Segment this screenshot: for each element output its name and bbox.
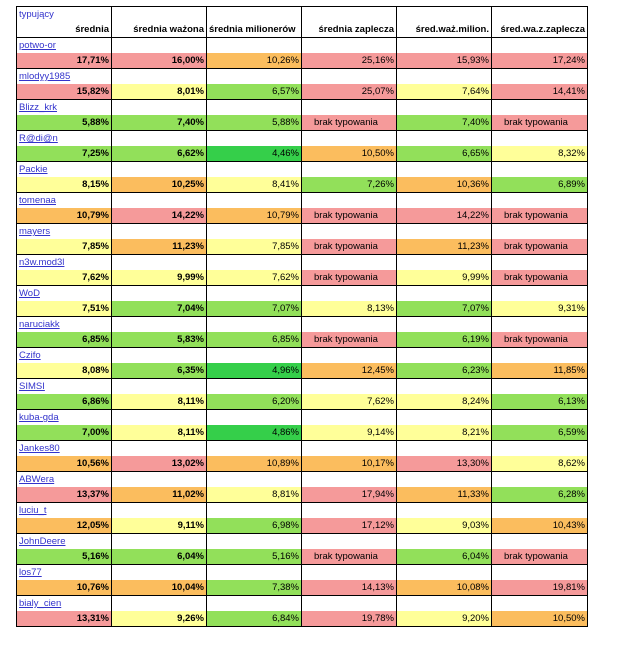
value-cell: brak typowania bbox=[492, 549, 588, 565]
value-cell: brak typowania bbox=[492, 115, 588, 131]
value-cell: 6,35% bbox=[112, 363, 207, 379]
value-cell: 6,85% bbox=[17, 332, 112, 348]
value-cell: 9,26% bbox=[112, 611, 207, 627]
value-cell: 11,23% bbox=[397, 239, 492, 255]
player-name-link[interactable]: potwo-or bbox=[17, 38, 112, 54]
value-cell: 7,51% bbox=[17, 301, 112, 317]
value-cell: 12,05% bbox=[17, 518, 112, 534]
value-cell: 7,40% bbox=[112, 115, 207, 131]
col-header-srednia-milionerow: średnia milionerów bbox=[207, 22, 302, 38]
value-cell: 7,85% bbox=[207, 239, 302, 255]
name-row bbox=[17, 193, 588, 209]
value-cell: brak typowania bbox=[302, 270, 397, 286]
value-cell: 10,50% bbox=[302, 146, 397, 162]
value-cell: 17,94% bbox=[302, 487, 397, 503]
value-cell: 5,16% bbox=[17, 549, 112, 565]
table-row bbox=[17, 239, 588, 255]
player-name-link[interactable]: naruciakk bbox=[17, 317, 112, 333]
value-cell: 19,78% bbox=[302, 611, 397, 627]
value-cell: 7,07% bbox=[207, 301, 302, 317]
name-row bbox=[17, 596, 588, 612]
value-cell: 10,17% bbox=[302, 456, 397, 472]
player-name-link[interactable]: n3w.mod3l bbox=[17, 255, 112, 271]
col-header-srednia-wazona: średnia ważona bbox=[112, 22, 207, 38]
value-cell: 7,62% bbox=[207, 270, 302, 286]
name-row bbox=[17, 286, 588, 302]
table-row bbox=[17, 84, 588, 100]
name-row bbox=[17, 410, 588, 426]
name-row bbox=[17, 255, 588, 271]
value-cell: 8,81% bbox=[207, 487, 302, 503]
name-row bbox=[17, 100, 588, 116]
name-row bbox=[17, 472, 588, 488]
name-row bbox=[17, 441, 588, 457]
player-name-link[interactable]: Czifo bbox=[17, 348, 112, 364]
value-cell: 9,03% bbox=[397, 518, 492, 534]
value-cell: 7,25% bbox=[17, 146, 112, 162]
value-cell: 4,96% bbox=[207, 363, 302, 379]
table-row bbox=[17, 487, 588, 503]
value-cell: 8,11% bbox=[112, 425, 207, 441]
table-row bbox=[17, 549, 588, 565]
value-cell: 11,33% bbox=[397, 487, 492, 503]
value-cell: 13,37% bbox=[17, 487, 112, 503]
value-cell: 7,38% bbox=[207, 580, 302, 596]
value-cell: 6,84% bbox=[207, 611, 302, 627]
value-cell: 15,93% bbox=[397, 53, 492, 69]
value-cell: 7,26% bbox=[302, 177, 397, 193]
player-name-link[interactable]: kuba-gda bbox=[17, 410, 112, 426]
value-cell: 9,20% bbox=[397, 611, 492, 627]
value-cell: 5,16% bbox=[207, 549, 302, 565]
player-name-link[interactable]: Jankes80 bbox=[17, 441, 112, 457]
table-row bbox=[17, 146, 588, 162]
player-name-link[interactable]: tomenaa bbox=[17, 193, 112, 209]
value-cell: 8,08% bbox=[17, 363, 112, 379]
value-cell: 14,41% bbox=[492, 84, 588, 100]
value-cell: 25,07% bbox=[302, 84, 397, 100]
value-cell: 6,86% bbox=[17, 394, 112, 410]
name-row bbox=[17, 379, 588, 395]
value-cell: 7,40% bbox=[397, 115, 492, 131]
value-cell: 11,02% bbox=[112, 487, 207, 503]
value-cell: 14,13% bbox=[302, 580, 397, 596]
value-cell: 6,62% bbox=[112, 146, 207, 162]
name-row bbox=[17, 317, 588, 333]
stats-table bbox=[16, 6, 588, 627]
value-cell: 19,81% bbox=[492, 580, 588, 596]
value-cell: brak typowania bbox=[302, 208, 397, 224]
table-row bbox=[17, 332, 588, 348]
table-row bbox=[17, 53, 588, 69]
value-cell: 6,57% bbox=[207, 84, 302, 100]
value-cell: 9,14% bbox=[302, 425, 397, 441]
value-cell: 10,08% bbox=[397, 580, 492, 596]
value-cell: 15,82% bbox=[17, 84, 112, 100]
player-name-link[interactable]: mayers bbox=[17, 224, 112, 240]
value-cell: 8,01% bbox=[112, 84, 207, 100]
value-cell: 11,85% bbox=[492, 363, 588, 379]
player-name-link[interactable]: WoD bbox=[17, 286, 112, 302]
value-cell: 7,00% bbox=[17, 425, 112, 441]
value-cell: brak typowania bbox=[302, 115, 397, 131]
value-cell: 6,85% bbox=[207, 332, 302, 348]
table-row bbox=[17, 580, 588, 596]
value-cell: 14,22% bbox=[397, 208, 492, 224]
header-label: typujący bbox=[17, 7, 112, 23]
col-header-srednia-zaplecza: średnia zaplecza bbox=[302, 22, 397, 38]
value-cell: 7,85% bbox=[17, 239, 112, 255]
table-row bbox=[17, 518, 588, 534]
value-cell: brak typowania bbox=[492, 208, 588, 224]
table-row bbox=[17, 177, 588, 193]
value-cell: 8,41% bbox=[207, 177, 302, 193]
value-cell: 10,50% bbox=[492, 611, 588, 627]
value-cell: 8,11% bbox=[112, 394, 207, 410]
value-cell: 6,19% bbox=[397, 332, 492, 348]
player-name-link[interactable]: luciu_t bbox=[17, 503, 112, 519]
value-cell: 10,89% bbox=[207, 456, 302, 472]
value-cell: brak typowania bbox=[302, 332, 397, 348]
value-cell: 10,26% bbox=[207, 53, 302, 69]
name-row bbox=[17, 565, 588, 581]
value-cell: 6,04% bbox=[397, 549, 492, 565]
table-row bbox=[17, 363, 588, 379]
player-name-link[interactable]: SIMSI bbox=[17, 379, 112, 395]
value-cell: 13,31% bbox=[17, 611, 112, 627]
name-row bbox=[17, 131, 588, 147]
value-cell: 17,24% bbox=[492, 53, 588, 69]
value-cell: 12,45% bbox=[302, 363, 397, 379]
value-cell: 10,56% bbox=[17, 456, 112, 472]
value-cell: 7,04% bbox=[112, 301, 207, 317]
name-row bbox=[17, 69, 588, 85]
name-row bbox=[17, 162, 588, 178]
table-row bbox=[17, 270, 588, 286]
value-cell: 9,11% bbox=[112, 518, 207, 534]
player-name-link[interactable]: ABWera bbox=[17, 472, 112, 488]
col-header-srednia: średnia bbox=[17, 22, 112, 38]
table-row bbox=[17, 115, 588, 131]
player-name-link[interactable]: los77 bbox=[17, 565, 112, 581]
name-row bbox=[17, 224, 588, 240]
value-cell: 7,62% bbox=[302, 394, 397, 410]
value-cell: brak typowania bbox=[492, 332, 588, 348]
value-cell: 10,79% bbox=[17, 208, 112, 224]
value-cell: 7,07% bbox=[397, 301, 492, 317]
value-cell: 6,98% bbox=[207, 518, 302, 534]
table-row bbox=[17, 208, 588, 224]
value-cell: 10,76% bbox=[17, 580, 112, 596]
table-row bbox=[17, 425, 588, 441]
value-cell: 8,24% bbox=[397, 394, 492, 410]
value-cell: 5,88% bbox=[17, 115, 112, 131]
table-row bbox=[17, 301, 588, 317]
value-cell: 10,25% bbox=[112, 177, 207, 193]
value-cell: 6,59% bbox=[492, 425, 588, 441]
name-row bbox=[17, 503, 588, 519]
value-cell: 25,16% bbox=[302, 53, 397, 69]
player-name-link[interactable]: mlodyy1985 bbox=[17, 69, 112, 85]
value-cell: 7,64% bbox=[397, 84, 492, 100]
player-name-link[interactable]: bialy_cien bbox=[17, 596, 112, 612]
value-cell: 13,02% bbox=[112, 456, 207, 472]
value-cell: 10,43% bbox=[492, 518, 588, 534]
value-cell: 17,71% bbox=[17, 53, 112, 69]
value-cell: 17,12% bbox=[302, 518, 397, 534]
value-cell: 6,20% bbox=[207, 394, 302, 410]
value-cell: 6,23% bbox=[397, 363, 492, 379]
value-cell: 6,28% bbox=[492, 487, 588, 503]
value-cell: 8,15% bbox=[17, 177, 112, 193]
value-cell: 10,04% bbox=[112, 580, 207, 596]
value-cell: 8,62% bbox=[492, 456, 588, 472]
player-name-link[interactable]: Blizz_krk bbox=[17, 100, 112, 116]
name-row bbox=[17, 38, 588, 54]
value-cell: 14,22% bbox=[112, 208, 207, 224]
player-name-link[interactable]: JohnDeere bbox=[17, 534, 112, 550]
value-cell: 6,65% bbox=[397, 146, 492, 162]
value-cell: brak typowania bbox=[302, 239, 397, 255]
col-header-sred-wa-z-zaplecza: śred.wa.z.zaplecza bbox=[492, 22, 588, 38]
value-cell: 8,13% bbox=[302, 301, 397, 317]
value-cell: 7,62% bbox=[17, 270, 112, 286]
player-name-link[interactable]: Packie bbox=[17, 162, 112, 178]
col-header-sred-waz-milion: śred.waż.milion. bbox=[397, 22, 492, 38]
value-cell: 6,89% bbox=[492, 177, 588, 193]
value-cell: brak typowania bbox=[302, 549, 397, 565]
value-cell: 6,04% bbox=[112, 549, 207, 565]
value-cell: 4,46% bbox=[207, 146, 302, 162]
value-cell: 5,83% bbox=[112, 332, 207, 348]
value-cell: 13,30% bbox=[397, 456, 492, 472]
value-cell: 9,99% bbox=[397, 270, 492, 286]
value-cell: 4,86% bbox=[207, 425, 302, 441]
name-row bbox=[17, 348, 588, 364]
player-name-link[interactable]: R@di@n bbox=[17, 131, 112, 147]
table-row bbox=[17, 394, 588, 410]
table-row bbox=[17, 456, 588, 472]
value-cell: 8,21% bbox=[397, 425, 492, 441]
name-row bbox=[17, 534, 588, 550]
value-cell: 8,32% bbox=[492, 146, 588, 162]
value-cell: 11,23% bbox=[112, 239, 207, 255]
value-cell: 10,36% bbox=[397, 177, 492, 193]
table-row bbox=[17, 611, 588, 627]
value-cell: 9,31% bbox=[492, 301, 588, 317]
value-cell: brak typowania bbox=[492, 270, 588, 286]
value-cell: 16,00% bbox=[112, 53, 207, 69]
spreadsheet bbox=[16, 6, 587, 627]
value-cell: 10,79% bbox=[207, 208, 302, 224]
value-cell: 9,99% bbox=[112, 270, 207, 286]
value-cell: 5,88% bbox=[207, 115, 302, 131]
value-cell: 6,13% bbox=[492, 394, 588, 410]
value-cell: brak typowania bbox=[492, 239, 588, 255]
